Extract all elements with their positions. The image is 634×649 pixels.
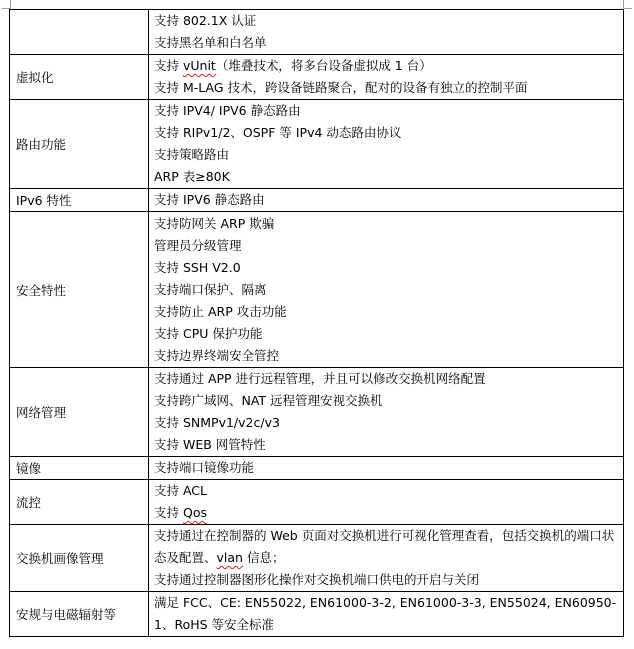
table-row (10, 480, 624, 525)
item-line: 支持 IPV4/ IPV6 静态路由 (154, 103, 301, 118)
spec-table (9, 9, 624, 637)
item-line: 支持 ACL (154, 483, 207, 498)
item-line: 支持通过 APP 进行远程管理，并且可以修改交换机网络配置 (154, 371, 486, 386)
item-line: 支持边界终端安全管控 (154, 347, 280, 363)
spellcheck-underline: Qos (182, 505, 207, 520)
items-cell (149, 189, 624, 212)
table-row (10, 10, 624, 55)
item-line: 管理员分级管理 (154, 237, 242, 253)
item-line: 支持防止 ARP 攻击功能 (154, 303, 287, 319)
item-line: 支持 CPU 保护功能 (154, 325, 263, 341)
table-row (10, 55, 624, 100)
item-line: 支持通过在控制器的 Web 页面对交换机进行可视化管理查看，包括交换机的端口状态及配置、vlan 信息； (154, 528, 615, 565)
item-line: ARP 表≥80K (154, 169, 230, 184)
items-cell (149, 10, 624, 55)
table-row (10, 368, 624, 457)
category-cell: 交换机画像管理 (10, 525, 149, 592)
item-line: 支持 IPV6 静态路由 (154, 192, 265, 207)
items-cell (149, 100, 624, 189)
items-cell (149, 480, 624, 525)
item-line: 支持端口镜像功能 (154, 460, 255, 475)
item-line: 支持 RIPv1/2、OSPF 等 IPv4 动态路由协议 (154, 125, 402, 140)
item-line: 支持 SSH V2.0 (154, 259, 241, 275)
item-line: 支持 M-LAG 技术，跨设备链路聚合，配对的设备有独立的控制平面 (154, 80, 528, 95)
category-cell: 路由功能 (10, 100, 149, 189)
table-row (10, 212, 624, 368)
items-cell (149, 457, 624, 480)
item-line: 支持策略路由 (154, 147, 230, 162)
item-line: 支持通过控制器图形化操作对交换机端口供电的开启与关闭 (154, 572, 480, 587)
item-line: 支持 SNMPv1/v2c/v3 (154, 415, 280, 430)
table-row (10, 525, 624, 592)
items-cell (149, 592, 624, 637)
table-row (10, 189, 624, 212)
items-cell (149, 368, 624, 457)
category-cell: 流控 (10, 480, 149, 525)
spellcheck-underline: vlan (216, 550, 243, 565)
spellcheck-underline: vUnit (182, 58, 216, 73)
category-cell: IPv6 特性 (10, 189, 149, 212)
item-line: 支持 802.1X 认证 (154, 13, 257, 28)
category-cell: 虚拟化 (10, 55, 149, 100)
category-cell: 镜像 (10, 457, 149, 480)
items-cell (149, 525, 624, 592)
item-line: 支持 WEB 网管特性 (154, 437, 266, 452)
category-cell: 安规与电磁辐射等 (10, 592, 149, 637)
item-line: 支持黑名单和白名单 (154, 35, 267, 50)
category-cell: 网络管理 (10, 368, 149, 457)
items-cell (149, 212, 624, 368)
item-line: 支持跨广域网、NAT 远程管理安视交换机 (154, 393, 383, 408)
item-line: 支持 Qos (154, 505, 207, 520)
item-line: 支持端口保护、隔离 (154, 281, 267, 297)
category-cell (10, 10, 149, 55)
item-line: 满足 FCC、CE: EN55022, EN61000-3-2, EN61000-3-3, EN55024, EN60950-1、RoHS 等安全标准 (154, 595, 617, 632)
item-line: 支持 vUnit（堆叠技术，将多台设备虚拟成 1 台） (154, 58, 432, 73)
page-corner-mark-right (623, 0, 632, 9)
table-row (10, 100, 624, 189)
table-row (10, 592, 624, 637)
page-corner-mark-left (2, 0, 11, 9)
item-line: 支持防网关 ARP 欺骗 (154, 215, 275, 231)
table-row (10, 457, 624, 480)
category-cell: 安全特性 (10, 212, 149, 368)
items-cell (149, 55, 624, 100)
